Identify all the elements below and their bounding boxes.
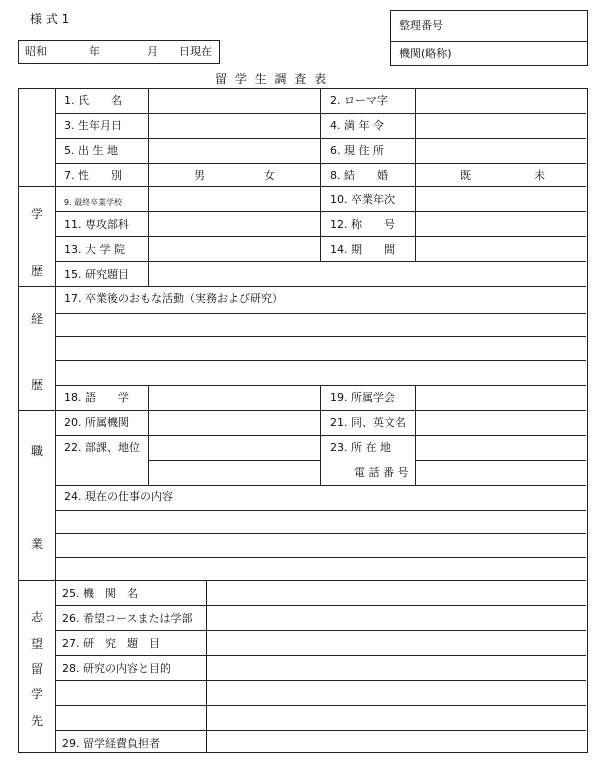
field-sex-label: 7. 性 別 <box>64 169 122 182</box>
field-employer-en-label: 21. 同、英文名 <box>330 416 406 429</box>
field-degree-label: 12. 称 号 <box>330 218 395 231</box>
field-employer-label: 20. 所属機関 <box>64 416 129 429</box>
birthplace-input[interactable] <box>149 139 319 162</box>
field-course-label: 26. 希望コースまたは学部 <box>62 612 193 625</box>
field-lastschool-label: 9. 最終卒業学校 <box>64 198 123 207</box>
study-topic-input[interactable] <box>207 631 585 654</box>
field-birthdate-label: 3. 生年月日 <box>64 119 122 132</box>
society-input[interactable] <box>416 386 585 409</box>
field-phone-label: 電 話 番 号 <box>354 466 409 479</box>
field-position-label: 22. 部課、地位 <box>64 441 140 454</box>
section-plan-char-2: 望 <box>30 637 43 651</box>
section-education-char-1: 学 <box>30 207 43 221</box>
lastschool-input[interactable] <box>149 187 319 210</box>
employer-en-input[interactable] <box>416 411 585 434</box>
section-plan-char-4: 学 <box>30 687 43 701</box>
field-language-label: 18. 語 学 <box>64 391 129 404</box>
section-career-char-2: 歴 <box>30 378 43 392</box>
activities-input[interactable] <box>56 314 585 384</box>
phone-input[interactable] <box>416 461 585 484</box>
section-education-char-2: 歴 <box>30 264 43 278</box>
marriage-option-single[interactable]: 未 <box>534 169 545 182</box>
sex-option-male[interactable]: 男 <box>194 169 205 182</box>
position-input[interactable] <box>149 436 319 484</box>
institution-name-input[interactable] <box>207 581 585 604</box>
admin-box <box>390 10 588 66</box>
field-major-label: 11. 専攻部科 <box>64 218 129 231</box>
field-marriage-label: 8. 結 婚 <box>330 169 388 182</box>
field-gradschool-label: 13. 大 学 院 <box>64 243 125 256</box>
location-input[interactable] <box>416 436 585 459</box>
field-study-topic-label: 27. 研 究 題 目 <box>62 637 160 650</box>
field-activities-label: 17. 卒業後のおもな活動（実務および研究） <box>64 292 283 305</box>
age-input[interactable] <box>416 114 585 137</box>
form-title: 留 学 生 調 査 表 <box>215 72 329 86</box>
employer-input[interactable] <box>149 411 319 434</box>
date-era: 昭和 <box>25 45 47 58</box>
study-purpose-input[interactable] <box>207 656 585 729</box>
field-study-purpose-label: 28. 研究の内容と目的 <box>62 662 171 675</box>
form-label: 様 式 1 <box>30 12 70 26</box>
sex-option-female[interactable]: 女 <box>264 169 275 182</box>
section-plan-char-1: 志 <box>30 610 43 624</box>
romaji-input[interactable] <box>416 89 585 112</box>
major-input[interactable] <box>149 212 319 235</box>
job-content-input[interactable] <box>56 511 585 579</box>
name-input[interactable] <box>149 89 319 112</box>
field-romaji-label: 2. ローマ字 <box>330 94 388 107</box>
language-input[interactable] <box>149 386 319 409</box>
degree-input[interactable] <box>416 212 585 235</box>
date-box <box>18 40 220 64</box>
period-input[interactable] <box>416 237 585 260</box>
field-institution-name-label: 25. 機 関 名 <box>62 587 138 600</box>
date-suffix: 日現在 <box>179 45 212 58</box>
address-input[interactable] <box>416 139 585 162</box>
gradschool-input[interactable] <box>149 237 319 260</box>
date-month: 月 <box>147 45 158 58</box>
field-job-content-label: 24. 現在の仕事の内容 <box>64 490 173 503</box>
field-funding-label: 29. 留学経費負担者 <box>62 737 160 750</box>
date-year: 年 <box>89 45 100 58</box>
field-society-label: 19. 所属学会 <box>330 391 395 404</box>
funding-input[interactable] <box>207 731 585 751</box>
section-occupation-char-1: 職 <box>30 444 43 458</box>
field-research-topic-label: 15. 研究題目 <box>64 268 129 281</box>
section-occupation-char-2: 業 <box>30 537 43 551</box>
section-plan-char-3: 留 <box>30 662 43 676</box>
field-location-label: 23. 所 在 地 <box>330 441 391 454</box>
field-name-label: 1. 氏 名 <box>64 94 122 107</box>
institution-label: 機関(略称) <box>399 47 452 60</box>
marriage-option-married[interactable]: 既 <box>460 169 471 182</box>
field-gradyear-label: 10. 卒業年次 <box>330 193 395 206</box>
field-age-label: 4. 満 年 令 <box>330 119 384 132</box>
section-plan-char-5: 先 <box>30 714 43 728</box>
reg-number-label: 整理番号 <box>399 19 443 32</box>
field-address-label: 6. 現 住 所 <box>330 144 384 157</box>
section-career-char-1: 経 <box>30 312 43 326</box>
field-birthplace-label: 5. 出 生 地 <box>64 144 118 157</box>
birthdate-input[interactable] <box>149 114 319 137</box>
course-input[interactable] <box>207 606 585 629</box>
research-topic-input[interactable] <box>149 262 585 285</box>
field-period-label: 14. 期 間 <box>330 243 395 256</box>
gradyear-input[interactable] <box>416 187 585 210</box>
